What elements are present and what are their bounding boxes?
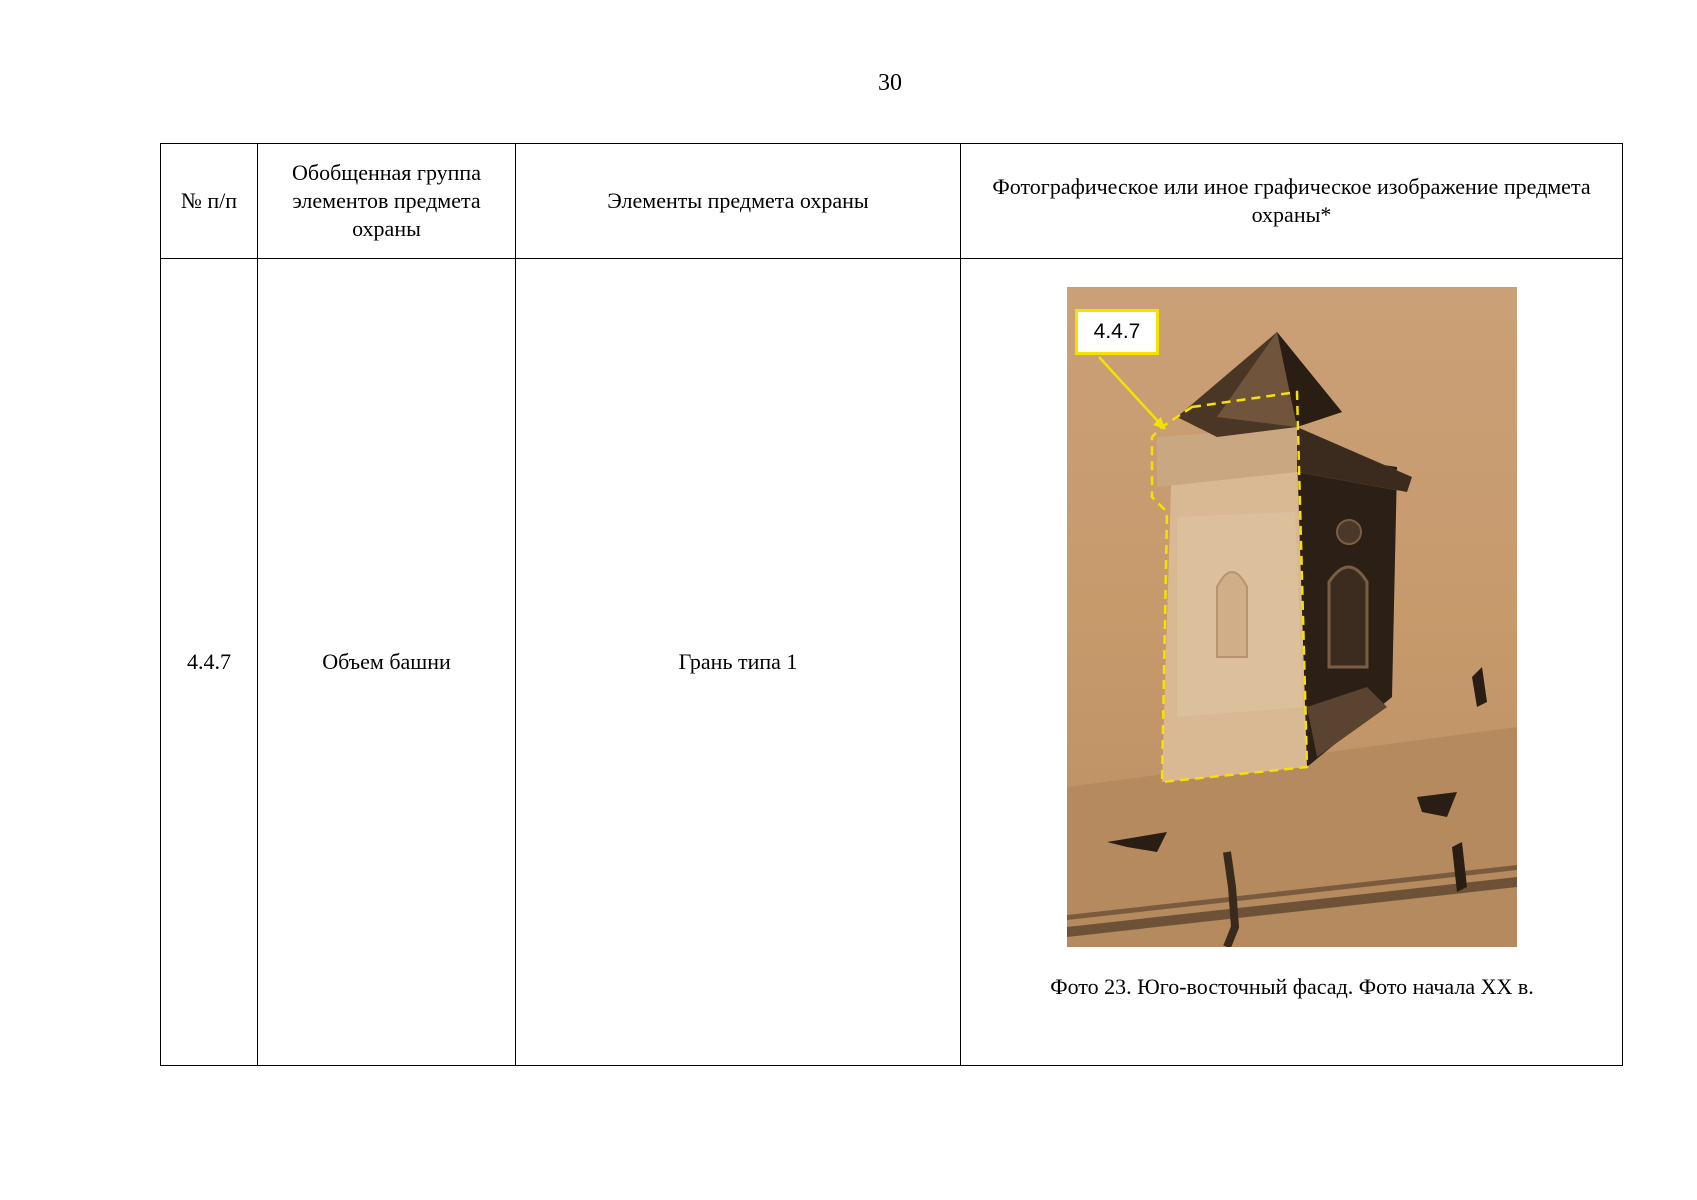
page-number: 30 (878, 70, 902, 96)
row-group: Объем башни (258, 259, 516, 1066)
photo-caption: Фото 23. Юго-восточный фасад. Фото начала XX в. (1050, 974, 1534, 999)
header-number: № п/п (161, 144, 258, 259)
protection-elements-table (160, 143, 1623, 1066)
header-group: Обобщенная группа элементов предмета охраны (258, 144, 516, 259)
tower-photo (1067, 287, 1517, 947)
tower-photo-image (1067, 287, 1517, 947)
row-image-cell (961, 259, 1623, 1066)
row-number: 4.4.7 (161, 259, 258, 1066)
header-image: Фотографическое или иное графическое изображение предмета охраны* (961, 144, 1623, 259)
table-row (161, 259, 1623, 1066)
row-element: Грань типа 1 (516, 259, 961, 1066)
header-elements: Элементы предмета охраны (516, 144, 961, 259)
table-header-row (161, 144, 1623, 259)
element-label: 4.4.7 (1075, 309, 1159, 355)
